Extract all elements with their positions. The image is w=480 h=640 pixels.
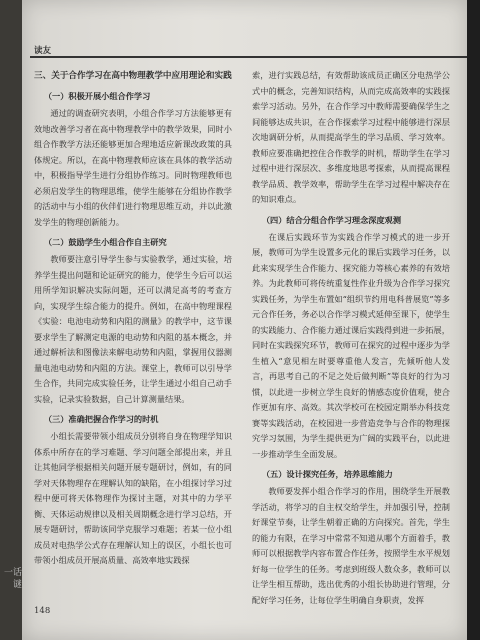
adjacent-page-text: 一话 谜 bbox=[3, 568, 22, 590]
subsection-1-title: （一）积极开展小组合作学习 bbox=[43, 91, 151, 101]
adjacent-page-edge bbox=[0, 0, 22, 640]
left-column bbox=[34, 68, 232, 569]
subsection-3-title: （三）准确把握合作学习的时机 bbox=[43, 414, 159, 424]
subsection-3-paragraph: 小组长需要带领小组成员分别将自身在物理学知识体系中所存在的学习难题、学习问题全部提出来，并且让其他同学根据相关问题开展专题研讨，例如，有的同学对天体物理存在理解认知的缺陷，在小组探讨学习过程中便可将天体物理作为探讨主题，对其中的力学平衡、天体运动规律以及相关周期概念进行学习总结，开展专题研讨，帮助该同学克服学习难题；若某一位小组成员对电热学公式存在理解认知上的误区，小组长也可带领小组成员开展高质量、高效率地实践探 bbox=[34, 431, 232, 565]
subsection-5-paragraph: 教师要发挥小组合作学习的作用，围绕学生开展教学活动，将学习的自主权交给学生，并加强引导，控制好课堂节奏，让学生朝着正确的方向探究。首先，学生的能力有限，在学习中常常不知道从哪个方面着手，教师可以根据教学内容布置合作任务，按照学生水平规划好每一位学生的任务。考虑到班级人数众多，教师可以让学生相互帮助，选出优秀的小组长协助进行管理，分配好学习任务，让每位学生明确自身职责，发挥 bbox=[252, 486, 450, 605]
subsection-1-paragraph: 通过的调查研究表明，小组合作学习方法能够更有效地改善学习者在高中物理教学中的教学效果，同时小组合作教学方法还能够更加合理地适应新课改政策的具体规定。所以，在高中物理教师应该在具体的教学活动中，积极指导学生进行分组协作练习。同时物理教师也必须启发学生的物理思维，使学生能够在分组协作教学的活动中与小组的伙伴们进行物理思维互动，并以此激发学生的物理创新能力。 bbox=[34, 108, 232, 227]
subsection-4-paragraph: 在课后实践环节为实践合作学习模式的进一步开展，教师可为学生设置多元化的课后实践学习任务，以此来实现学生合作能力、探究能力等核心素养的有效培养。为此教师可将传统重复性作业升级为合作学习探究实践任务，为学生布置如“组织节约用电科普展览”等多元合作任务，务必以合作学习模式延伸至课下，使学生的实践能力、合作能力通过课后实践得到进一步拓展，同时在实践探究环节，教师可在探究的过程中逐步为学生植入“意见相左时要尊重他人发言，先倾听他人发言，再思考自己的不足之处后做判断”等良好的行为习惯，以此进一步树立学生良好的情感态度价值观，使合作更加有序、高效。其次学校可在校园定期举办科技竞赛等实践活动，在校园进一步营造竞争与合作的物理探究学习氛围，为学生提供更为广阔的实践平台，以此进一步推动学生全面发展。 bbox=[252, 231, 450, 459]
running-header: 读友 bbox=[34, 46, 52, 56]
continued-paragraph: 索，进行实践总结，有效帮助该成员正确区分电热学公式中的概念，完善知识结构，从而完成高效率的实践探索学习活动。另外，在合作学习中教师需要确保学生之间能够达成共识，在合作探索学习过程中能够进行深层次地调研分析，从而提高学生的学习品质、学习效率。教师应要准确把控住合作教学的时机，帮助学生在学习过程中进行深层次、多维度地思考探索，从而提高课程教学品质、教学效率，帮助学生在学习过程中解决存在的知识难点。 bbox=[252, 70, 450, 204]
subsection-5-title: （五）设计探究任务，培养思维能力 bbox=[261, 469, 393, 479]
background-shadow bbox=[467, 0, 480, 640]
section-title: 三、关于合作学习在高中物理教学中应用理论和实践 bbox=[34, 71, 232, 81]
subsection-2-title: （二）鼓励学生小组合作自主研究 bbox=[43, 237, 167, 247]
subsection-4-title: （四）结合分组合作学习理念深度观测 bbox=[261, 214, 402, 225]
page-number: 148 bbox=[34, 606, 51, 616]
subsection-2-paragraph: 教师要注意引导学生参与实验教学，通过实验，培养学生提出问题和论证研究的能力，使学生今后可以运用所学知识解决实际问题，还可以满足高考的考查方向，实现学生综合能力的提升。例如，在高中物理课程《实验：电池电动势和内阻的测量》的教学中，这节课要求学生了解测定电源的电动势和内阻的基本概念，并通过解析法和图像法来解电动势和内阻，掌握用仪器测量电池电动势和内阻的方法。课堂上，教师可以引导学生合作，共同完成实验任务，让学生通过小组自己动手实验，记录实验数据，自己计算测量结果。 bbox=[34, 254, 232, 404]
book-page bbox=[22, 0, 467, 640]
right-column bbox=[252, 68, 450, 608]
header-rule bbox=[30, 56, 467, 58]
